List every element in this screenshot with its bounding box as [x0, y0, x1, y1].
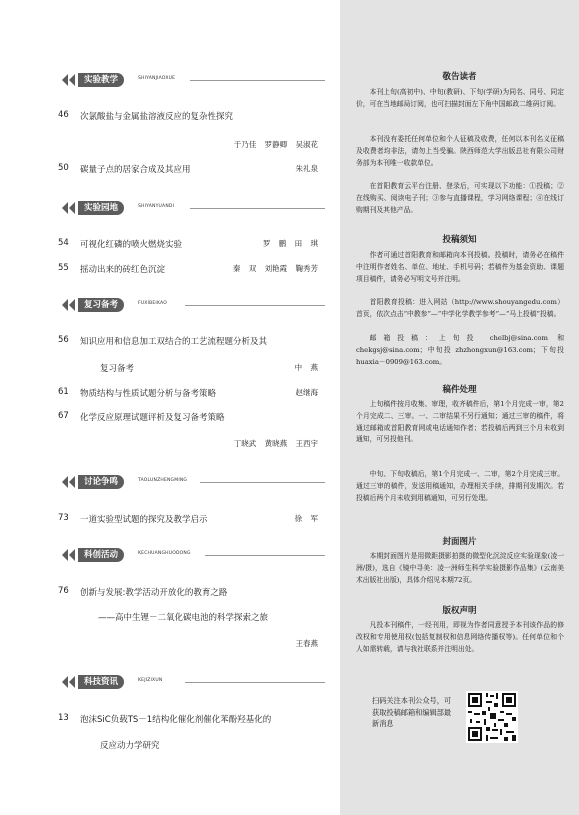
- section-pinyin: KEJIZIXUN: [138, 678, 163, 683]
- notice-heading: 版权声明: [442, 606, 477, 616]
- article-authors: 朱礼泉: [295, 164, 318, 173]
- article-title[interactable]: 一道实验型试题的探究及教学启示: [80, 515, 208, 525]
- article-authors: 王春燕: [295, 639, 318, 648]
- section-label: 科技资讯: [78, 675, 124, 689]
- article-page: 56: [58, 335, 69, 345]
- section-rule: [190, 80, 325, 81]
- notice-paragraph: 首阳教育投稿：进入网站（http://www.shouyangedu.com）首页，依次点击“中教参”—“中学化学教学参考”—“马上投稿”投稿。: [356, 298, 564, 318]
- article-title[interactable]: 创新与发展:教学活动开放化的教育之路: [80, 588, 228, 598]
- double-arrow-icon: [60, 299, 78, 311]
- article-page: 67: [58, 411, 69, 421]
- article-page: 73: [58, 513, 69, 523]
- article-title-continued[interactable]: 复习备考: [100, 364, 135, 374]
- article-page: 55: [58, 263, 69, 273]
- double-arrow-icon: [60, 676, 78, 688]
- article-authors: 秦 双 刘艳霞 鞠秀芳: [232, 264, 318, 273]
- section-pinyin: SHIYANYUANDI: [138, 204, 175, 209]
- double-arrow-icon: [60, 549, 78, 561]
- notice-heading: 封面图片: [442, 537, 477, 547]
- section-header: [60, 298, 325, 312]
- section-label: 实验教学: [78, 73, 124, 87]
- notice-paragraph: 邮箱投稿：上旬投 chelbj@sina.com 和 chekgsj@sina.com；中旬投 zhzhongxun@163.com；下旬投 huaxia－0909@163.com。: [356, 334, 564, 366]
- article-title[interactable]: 可视化红磷的喷火燃烧实验: [80, 240, 183, 250]
- section-header: [60, 548, 325, 562]
- section-label: 讨论争鸣: [78, 475, 124, 489]
- article-title[interactable]: 化学反应原理试题评析及复习备考策略: [80, 413, 225, 423]
- notice-paragraph: 上旬稿件按月收集、审理，收齐稿件后，第1个月完成一审，第2个月完成二、三审。一、二审结果不另行通知；通过三审的稿件，将通过邮箱或首阳教育网或电话通知作者；若投稿后两到三个月未收到通知，可另投他刊。: [356, 400, 564, 444]
- section-rule: [205, 555, 325, 556]
- article-authors: 徐 军: [294, 514, 318, 523]
- article-page: 13: [58, 713, 69, 723]
- article-title[interactable]: 次氯酸盐与金属盐溶液反应的复杂性探究: [80, 112, 234, 122]
- article-title[interactable]: 物质结构与性质试题分析与备考策略: [80, 389, 217, 399]
- section-header: [60, 475, 325, 489]
- article-title[interactable]: 摇动出来的砖红色沉淀: [80, 265, 166, 275]
- section-rule: [185, 682, 325, 683]
- qr-code-icon[interactable]: [466, 691, 518, 743]
- article-authors: 罗 鹏 田 琪: [262, 239, 318, 248]
- article-title-continued[interactable]: 反应动力学研究: [100, 741, 160, 751]
- section-label: 实验园地: [78, 201, 124, 215]
- article-authors: 中 燕: [294, 363, 318, 372]
- double-arrow-icon: [60, 202, 78, 214]
- section-header: [60, 201, 325, 215]
- article-title[interactable]: 知识应用和信息加工双结合的工艺流程题分析及其: [80, 337, 268, 347]
- article-page: 76: [58, 586, 69, 596]
- section-rule: [185, 305, 325, 306]
- article-title-continued[interactable]: ——高中生锂－二氧化碳电池的科学探索之旅: [98, 613, 269, 623]
- section-label: 科创活动: [78, 548, 124, 562]
- article-authors: 于乃佳 罗静卿 吴淑花: [233, 140, 318, 149]
- notice-heading: 敬告读者: [442, 72, 477, 82]
- article-page: 54: [58, 238, 69, 248]
- notice-paragraph: 作者可通过首阳教育和邮箱向本刊投稿。投稿时，请务必在稿件中注明作者姓名、单位、地址、手机号码；若稿件为基金资助、课题项目稿件，请务必写明文号并注明。: [356, 251, 564, 283]
- article-authors: 丁晓武 黄晓燕 王西宇: [233, 439, 318, 448]
- article-title[interactable]: 泡沫SiC负载TS－1结构化催化剂催化苯酚羟基化的: [80, 715, 272, 725]
- qr-caption: 扫码关注本刊公众号，可获取投稿邮箱和编辑部最新消息: [372, 696, 452, 728]
- notice-paragraph: 本刊上旬(高初中)、中旬(教研)、下旬(学研)为同名、同号、同定价，可在当地邮局订阅，也可扫描封面左下角中国邮政二维码订阅。: [356, 88, 564, 108]
- section-label: 复习备考: [78, 298, 124, 312]
- notice-heading: 稿件处理: [442, 385, 477, 395]
- article-page: 46: [58, 110, 69, 120]
- double-arrow-icon: [60, 74, 78, 86]
- section-rule: [190, 208, 325, 209]
- section-header: [60, 675, 325, 689]
- article-page: 61: [58, 387, 69, 397]
- section-pinyin: TAOLUNZHENGMING: [138, 478, 188, 483]
- notice-paragraph: 中旬、下旬收稿后，第1个月完成一、二审，第2个月完成三审。通过三审的稿件，发送用稿通知，办理相关手续，排期刊发期次。若投稿后两个月未收到用稿通知，可另行处理。: [356, 470, 564, 502]
- notice-paragraph: 本刊没有委托任何单位和个人征稿及收费，任何以本刊名义征稿及收费者均非法，请勿上当受骗。陕西师范大学出版总社有限公司财务部为本刊唯一收款单位。: [356, 135, 564, 167]
- article-title[interactable]: 碳量子点的居家合成及其应用: [80, 165, 191, 175]
- section-pinyin: FUXIBEIKAO: [138, 301, 167, 306]
- double-arrow-icon: [60, 476, 78, 488]
- section-rule: [200, 482, 325, 483]
- notice-paragraph: 本期封面图片是用微距摄影拍摄的微型化沉淀反应实验现象(凌一洲/摄)，选自《镜中寻美：凌一洲师生科学实验摄影作品集》(云南美术出版社出版)，具体介绍见本期72页。: [356, 552, 564, 584]
- section-header: [60, 73, 325, 87]
- article-page: 50: [58, 163, 69, 173]
- section-pinyin: SHIYANJIAOXUE: [138, 76, 176, 81]
- notice-paragraph: 凡投本刊稿件，一经刊用，即视为作者同意授予本刊该作品的修改权和专用使用权(包括复制权和信息网络传播权等)。任何单位和个人如需转载，请与我社联系并注明出处。: [356, 621, 564, 653]
- notice-paragraph: 在首阳教育云平台注册、登录后，可实现以下功能：①投稿；②在线购买、阅读电子刊；③参与直播课程，学习网络课程；④在线订购期刊及其他产品。: [356, 182, 564, 214]
- section-pinyin: KECHUANGHUODONG: [138, 551, 191, 556]
- article-authors: 赵继海: [295, 388, 318, 397]
- notice-heading: 投稿须知: [442, 235, 477, 245]
